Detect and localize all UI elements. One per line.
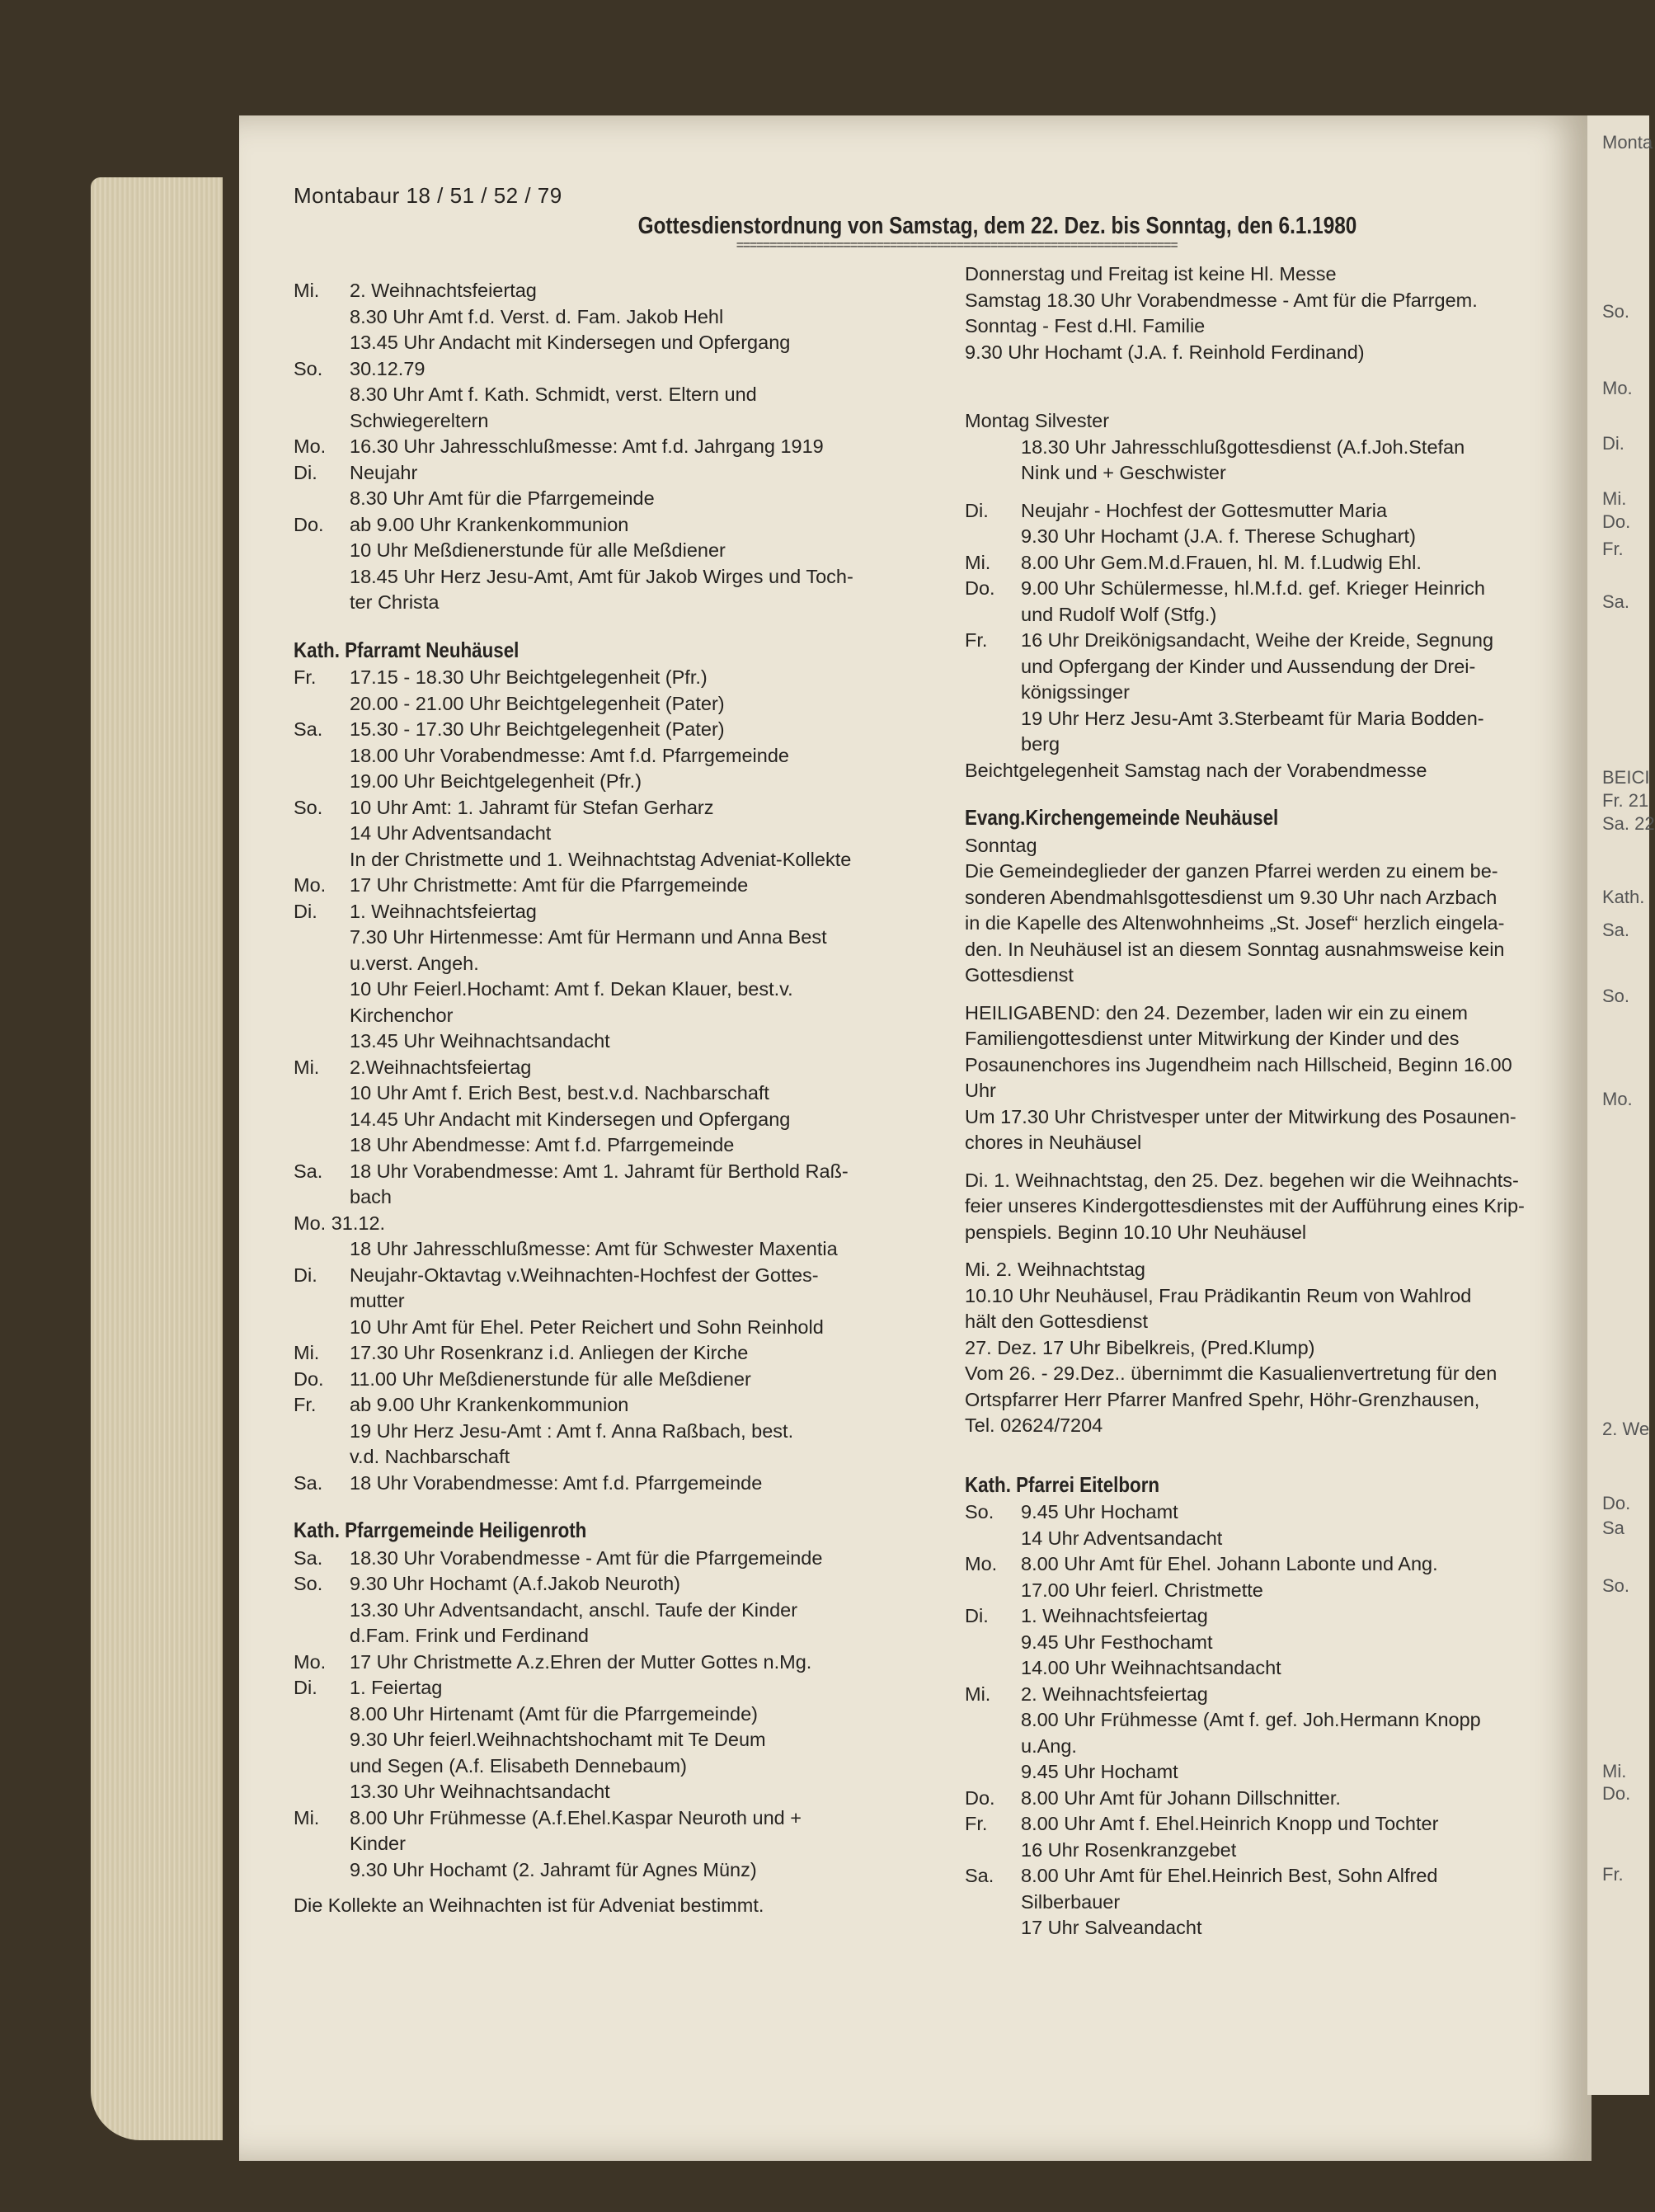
entry-line: 17.00 Uhr feierl. Christmette <box>1021 1579 1263 1601</box>
adjacent-page-fragment: Sa <box>1602 1518 1624 1538</box>
adjacent-page-strip <box>1587 115 1655 2095</box>
entry-line: 19 Uhr Herz Jesu-Amt : Amt f. Anna Raßbach, best. <box>350 1419 794 1442</box>
day-label: So. <box>965 1501 994 1523</box>
day-label: So. <box>294 1573 323 1594</box>
entry-line: 1. Weihnachtsfeiertag <box>1021 1605 1208 1626</box>
text-line: 18.30 Uhr Jahresschlußgottesdienst (A.f.Joh.Stefan <box>1021 435 1465 458</box>
entry-line: Neujahr <box>350 461 418 483</box>
schedule-entry <box>294 1236 1019 1263</box>
entry-line: 14.00 Uhr Weihnachtsandacht <box>1021 1657 1281 1678</box>
text-line: feier unseres Kindergottesdienstes mit der Aufführung eines Krip- <box>965 1195 1525 1217</box>
entry-line: 8.00 Uhr Amt für Ehel.Heinrich Best, Sohn Alfred <box>1021 1865 1438 1886</box>
entry-line: Neujahr - Hochfest der Gottesmutter Maria <box>1021 499 1388 521</box>
adjacent-page-fragment: 2. We <box>1602 1419 1650 1439</box>
entry-line: 9.30 Uhr Hochamt (2. Jahramt für Agnes Münz) <box>350 1858 757 1880</box>
entry-line: 8.00 Uhr Frühmesse (A.f.Ehel.Kaspar Neuroth und + <box>350 1806 802 1828</box>
entry-line: ter Christa <box>350 591 440 613</box>
schedule-entry <box>965 1603 1575 1682</box>
schedule-entry <box>294 665 1019 717</box>
entry-line: 8.30 Uhr Amt f. Kath. Schmidt, verst. Eltern und <box>350 384 757 405</box>
title-block <box>577 213 1357 253</box>
entry-line: 10 Uhr Feierl.Hochamt: Amt f. Dekan Klauer, best.v. <box>350 978 793 1000</box>
schedule-entry <box>965 1863 1575 1941</box>
title-rule: ================================================================== <box>736 238 1178 253</box>
left-intro-schedule <box>294 278 1019 616</box>
text-line: Um 17.30 Uhr Christvesper unter der Mitwirkung des Posaunen- <box>965 1105 1516 1127</box>
entry-line: 10 Uhr Amt: 1. Jahramt für Stefan Gerharz <box>350 796 714 818</box>
left-column <box>294 278 1019 1919</box>
schedule-entry <box>294 356 1019 435</box>
entry-line: 10 Uhr Meßdienerstunde für alle Meßdiener <box>350 539 726 561</box>
entry-line: bach <box>350 1186 392 1207</box>
entry-line: 14 Uhr Adventsandacht <box>1021 1527 1223 1549</box>
text-line: in die Kapelle des Altenwohnheims „St. Josef“ herzlich eingela- <box>965 912 1505 934</box>
schedule-entry <box>965 1811 1575 1863</box>
adjacent-page-fragment: Sa. <box>1602 920 1630 940</box>
day-label: Do. <box>294 1367 324 1390</box>
entry-line: 13.45 Uhr Andacht mit Kindersegen und Opfergang <box>350 332 791 353</box>
adjacent-page-fragment: Fr. <box>1602 539 1624 559</box>
adjacent-page-fragment: So. <box>1602 986 1630 1006</box>
entry-line: und Opfergang der Kinder und Aussendung der Drei- <box>1021 655 1476 677</box>
page-header: Montabaur 18 / 51 / 52 / 79 <box>294 183 562 208</box>
day-label: Fr. <box>294 1394 317 1415</box>
day-label: Do. <box>294 513 324 535</box>
schedule-entry <box>294 795 1019 873</box>
text-line: Nink und + Geschwister <box>1021 462 1226 483</box>
entry-line: v.d. Nachbarschaft <box>350 1446 510 1467</box>
schedule-entry <box>294 512 1019 616</box>
text-line: Sonntag - Fest d.Hl. Familie <box>965 315 1206 337</box>
day-label: Di. <box>294 461 317 483</box>
entry-line: Silberbauer <box>1021 1890 1121 1913</box>
schedule-entry <box>294 873 1019 899</box>
text-line: HEILIGABEND: den 24. Dezember, laden wir ein zu einem <box>965 1001 1468 1024</box>
day-label: Mo. <box>294 1650 327 1673</box>
schedule-entry <box>965 1682 1575 1786</box>
adjacent-page-fragment: Mi. <box>1602 1761 1627 1781</box>
day-label: Sa. <box>294 1471 323 1494</box>
day-label: Mi. <box>965 1683 991 1705</box>
text-line: Ortspfarrer Herr Pfarrer Manfred Spehr, Höhr-Grenzhausen, <box>965 1388 1480 1410</box>
adjacent-page-fragment: Mo. <box>1602 378 1633 398</box>
schedule-entry <box>294 434 1019 460</box>
adjacent-page-fragment: Mo. <box>1602 1089 1633 1109</box>
entry-line: 8.00 Uhr Hirtenamt (Amt für die Pfarrgemeinde) <box>350 1702 758 1725</box>
adjacent-page-fragment: Sa. 22 <box>1602 813 1655 834</box>
entry-line: 13.30 Uhr Adventsandacht, anschl. Taufe der Kinder <box>350 1598 798 1621</box>
schedule-entry <box>965 1499 1575 1551</box>
entry-line: 14 Uhr Adventsandacht <box>350 822 552 844</box>
neuhaeusel-schedule <box>294 665 1019 1496</box>
entry-line: 9.00 Uhr Schülermesse, hl.M.f.d. gef. Krieger Heinrich <box>1021 577 1485 599</box>
entry-line: Kinder <box>350 1833 406 1854</box>
adjacent-page-fragment: So. <box>1602 1575 1630 1596</box>
day-label: Fr. <box>965 1813 988 1834</box>
day-label: Di. <box>965 1605 989 1626</box>
entry-line: 18.30 Uhr Vorabendmesse - Amt für die Pfarrgemeinde <box>350 1546 823 1569</box>
schedule-entry <box>294 278 1019 356</box>
text-line: Di. 1. Weihnachtstag, den 25. Dez. begehen wir die Weihnachts- <box>965 1169 1519 1191</box>
schedule-entry <box>965 550 1575 577</box>
day-label: So. <box>294 796 323 818</box>
schedule-entry <box>294 717 1019 795</box>
entry-line: Kirchenchor <box>350 1004 454 1026</box>
day-label: Fr. <box>965 629 988 651</box>
entry-line: ab 9.00 Uhr Krankenkommunion <box>350 513 629 535</box>
section-title-heiligenroth: Kath. Pfarrgemeinde Heiligenroth <box>294 1518 587 1542</box>
entry-line: 30.12.79 <box>350 357 426 379</box>
text-line: 27. Dez. 17 Uhr Bibelkreis, (Pred.Klump) <box>965 1336 1315 1358</box>
day-label: Mi. <box>294 280 320 301</box>
text-line: Mi. 2. Weihnachtstag <box>965 1259 1146 1280</box>
entry-line: 8.00 Uhr Amt für Johann Dillschnitter. <box>1021 1786 1341 1809</box>
entry-line: 2.Weihnachtsfeiertag <box>350 1056 532 1078</box>
day-label: Di. <box>294 1677 317 1698</box>
schedule-entry <box>294 1675 1019 1805</box>
text-line: Gottesdienst <box>965 964 1074 986</box>
text-line: penspiels. Beginn 10.10 Uhr Neuhäusel <box>965 1221 1307 1243</box>
entry-line: 9.45 Uhr Hochamt <box>1021 1761 1178 1782</box>
entry-line: 18 Uhr Vorabendmesse: Amt f.d. Pfarrgemeinde <box>350 1471 763 1494</box>
entry-line: 18.45 Uhr Herz Jesu-Amt, Amt für Jakob Wirges und Toch- <box>350 565 853 587</box>
evang-paragraph <box>965 1257 1575 1439</box>
entry-line: 16 Uhr Dreikönigsandacht, Weihe der Kreide, Segnung <box>1021 629 1494 651</box>
adjacent-page-fragment: Do. <box>1602 511 1631 532</box>
beicht-note: Beichtgelegenheit Samstag nach der Vorabendmesse <box>965 759 1427 781</box>
entry-line: 14.45 Uhr Andacht mit Kindersegen und Opfergang <box>350 1108 791 1130</box>
entry-line: 9.30 Uhr Hochamt (A.f.Jakob Neuroth) <box>350 1573 680 1594</box>
evang-paragraph <box>965 1000 1575 1156</box>
entry-line: 18 Uhr Abendmesse: Amt f.d. Pfarrgemeinde <box>350 1134 735 1155</box>
entry-line: 2. Weihnachtsfeiertag <box>1021 1683 1208 1705</box>
section-title-neuhaeusel: Kath. Pfarramt Neuhäusel <box>294 637 520 662</box>
text-line: Familiengottesdienst unter Mitwirkung der Kinder und des <box>965 1028 1460 1049</box>
day-label: Do. <box>965 1786 995 1809</box>
schedule-entry <box>294 1471 1019 1497</box>
evang-paragraphs <box>965 833 1575 1439</box>
schedule-entry <box>294 1650 1019 1676</box>
day-label: Mi. <box>294 1806 320 1828</box>
adjacent-page-fragment: Do. <box>1602 1783 1631 1804</box>
entry-line: 9.45 Uhr Hochamt <box>1021 1501 1178 1523</box>
day-label: Mo. <box>294 435 327 457</box>
entry-line: u.verst. Angeh. <box>350 952 479 974</box>
entry-line: 18 Uhr Vorabendmesse: Amt 1. Jahramt für Berthold Raß- <box>350 1160 849 1182</box>
adjacent-page-fragment: Do. <box>1602 1493 1631 1513</box>
entry-line: königssinger <box>1021 681 1130 703</box>
schedule-entry <box>294 1392 1019 1471</box>
entry-line: 7.30 Uhr Hirtenmesse: Amt für Hermann und Anna Best <box>350 926 827 948</box>
schedule-entry <box>294 1211 1019 1237</box>
text-line: chores in Neuhäusel <box>965 1132 1142 1153</box>
schedule-entry <box>294 1805 1019 1884</box>
schedule-entry <box>294 899 1019 1055</box>
entry-line: 17.30 Uhr Rosenkranz i.d. Anliegen der Kirche <box>350 1342 749 1363</box>
entry-line: 20.00 - 21.00 Uhr Beichtgelegenheit (Pater) <box>350 692 725 714</box>
entry-line: 8.30 Uhr Amt für die Pfarrgemeinde <box>350 487 655 509</box>
entry-line: 15.30 - 17.30 Uhr Beichtgelegenheit (Pater) <box>350 718 725 740</box>
day-label: Mi. <box>294 1056 320 1078</box>
right-intro-lines <box>965 261 1575 365</box>
day-label: Mo. <box>294 874 327 896</box>
entry-line: 17 Uhr Salveandacht <box>1021 1917 1202 1938</box>
entry-line: 9.45 Uhr Festhochamt <box>1021 1631 1213 1653</box>
day-label: Do. <box>965 577 995 599</box>
entry-line: und Segen (A.f. Elisabeth Dennebaum) <box>350 1754 687 1777</box>
entry-line: 10 Uhr Amt für Ehel. Peter Reichert und Sohn Reinhold <box>350 1315 824 1338</box>
entry-line: ab 9.00 Uhr Krankenkommunion <box>350 1394 629 1415</box>
section-title-evang: Evang.Kirchengemeinde Neuhäusel <box>965 805 1279 830</box>
entry-line: 9.30 Uhr Hochamt (J.A. f. Therese Schughart) <box>1021 525 1416 547</box>
schedule-entry <box>294 1263 1019 1341</box>
day-label: Mi. <box>965 551 991 573</box>
schedule-entry <box>965 498 1575 550</box>
text-line: Vom 26. - 29.Dez.. übernimmt die Kasualienvertretung für den <box>965 1362 1497 1384</box>
entry-line: 18.00 Uhr Vorabendmesse: Amt f.d. Pfarrgemeinde <box>350 744 789 766</box>
entry-line: u.Ang. <box>1021 1734 1077 1757</box>
entry-line: In der Christmette und 1. Weihnachtstag Adveniat-Kollekte <box>350 848 852 870</box>
text-line: 9.30 Uhr Hochamt (J.A. f. Reinhold Ferdinand) <box>965 341 1365 363</box>
schedule-entry <box>294 1546 1019 1572</box>
schedule-entry <box>294 1340 1019 1367</box>
day-label: Sa. <box>294 1160 323 1182</box>
book-edge <box>91 177 223 2140</box>
text-line: Die Gemeindeglieder der ganzen Pfarrei werden zu einem be- <box>965 860 1498 882</box>
evang-paragraph <box>965 1168 1575 1246</box>
entry-line: 10 Uhr Amt f. Erich Best, best.v.d. Nachbarschaft <box>350 1082 769 1104</box>
schedule-entry <box>965 576 1575 628</box>
entry-line: 8.00 Uhr Frühmesse (Amt f. gef. Joh.Hermann Knopp <box>1021 1709 1481 1730</box>
entry-line: 1. Weihnachtsfeiertag <box>350 900 537 922</box>
day-label <box>294 1236 350 1263</box>
page-title: Gottesdienstordnung von Samstag, dem 22. Dez. bis Sonntag, den 6.1.1980 <box>637 213 1357 239</box>
entry-line: 2. Weihnachtsfeiertag <box>350 280 537 301</box>
silvester-label: Montag Silvester <box>965 410 1110 431</box>
entry-line: 19.00 Uhr Beichtgelegenheit (Pfr.) <box>350 770 642 792</box>
text-line: hält den Gottesdienst <box>965 1311 1149 1332</box>
entry-line: 8.00 Uhr Amt f. Ehel.Heinrich Knopp und Tochter <box>1021 1813 1439 1834</box>
day-label: Di. <box>294 1264 317 1286</box>
schedule-entry <box>294 1159 1019 1211</box>
entry-line: 8.00 Uhr Amt für Ehel. Johann Labonte und Ang. <box>1021 1553 1438 1574</box>
schedule-entry <box>294 460 1019 512</box>
entry-line: berg <box>1021 733 1060 755</box>
day-label: Sa. <box>965 1865 994 1886</box>
day-label: Di. <box>965 499 989 521</box>
adjacent-page-fragment: BEICI <box>1602 767 1650 788</box>
entry-line: 9.30 Uhr feierl.Weihnachtshochamt mit Te Deum <box>350 1729 766 1750</box>
adjacent-page-fragment: Mi. <box>1602 488 1627 509</box>
entry-line: 16.30 Uhr Jahresschlußmesse: Amt f.d. Jahrgang 1919 <box>350 435 824 457</box>
entry-line: Schwiegereltern <box>350 409 489 431</box>
text-line: Samstag 18.30 Uhr Vorabendmesse - Amt für die Pfarrgem. <box>965 289 1478 311</box>
day-label: Sa. <box>294 1546 323 1569</box>
day-label: Di. <box>294 900 317 922</box>
entry-line: 16 Uhr Rosenkranzgebet <box>1021 1838 1237 1861</box>
heiligenroth-schedule <box>294 1546 1019 1884</box>
entry-line: 13.45 Uhr Weihnachtsandacht <box>350 1030 610 1052</box>
adjacent-page-fragment: So. <box>1602 301 1630 322</box>
text-line: 10.10 Uhr Neuhäusel, Frau Prädikantin Reum von Wahlrod <box>965 1284 1472 1306</box>
text-line: Sonntag <box>965 834 1037 856</box>
schedule-entry <box>294 1367 1019 1393</box>
right-column <box>965 261 1575 1941</box>
text-line: sonderen Abendmahlsgottesdienst um 9.30 Uhr nach Arzbach <box>965 886 1497 908</box>
day-label: Fr. <box>294 666 317 688</box>
document-page <box>239 115 1592 2161</box>
text-line: Donnerstag und Freitag ist keine Hl. Messe <box>965 263 1337 285</box>
entry-line: 17.15 - 18.30 Uhr Beichtgelegenheit (Pfr.) <box>350 666 708 688</box>
entry-line: und Rudolf Wolf (Stfg.) <box>1021 603 1217 625</box>
text-line: Posaunenchores ins Jugendheim nach Hillscheid, Beginn 16.00 <box>965 1053 1512 1075</box>
evang-paragraph <box>965 833 1575 989</box>
day-label: So. <box>294 357 323 379</box>
adjacent-page-fragment: Sa. <box>1602 591 1630 612</box>
right-intro-schedule <box>965 498 1575 758</box>
day-label: Mi. <box>294 1342 320 1363</box>
schedule-entry <box>294 1055 1019 1159</box>
silvester-lines <box>965 435 1575 487</box>
entry-line: 17 Uhr Christmette A.z.Ehren der Mutter Gottes n.Mg. <box>350 1650 812 1673</box>
day-label: Mo. <box>965 1553 998 1574</box>
entry-line: Neujahr-Oktavtag v.Weihnachten-Hochfest der Gottes- <box>350 1264 819 1286</box>
adjacent-page-fragment: Fr. <box>1602 1864 1624 1885</box>
entry-line: d.Fam. Frink und Ferdinand <box>350 1625 589 1646</box>
schedule-entry <box>294 1571 1019 1650</box>
adjacent-page-fragment: Kath. <box>1602 887 1645 907</box>
schedule-entry <box>965 1551 1575 1603</box>
text-line: den. In Neuhäusel ist an diesem Sonntag ausnahmsweise kein <box>965 938 1505 960</box>
entry-line: 1. Feiertag <box>350 1677 443 1698</box>
section-title-eitelborn: Kath. Pfarrei Eitelborn <box>965 1471 1160 1497</box>
eitelborn-schedule <box>965 1499 1575 1941</box>
entry-line: 11.00 Uhr Meßdienerstunde für alle Meßdiener <box>350 1367 751 1390</box>
collection-note: Die Kollekte an Weihnachten ist für Adveniat bestimmt. <box>294 1894 764 1916</box>
entry-line: 19 Uhr Herz Jesu-Amt 3.Sterbeamt für Maria Bodden- <box>1021 707 1484 729</box>
day-label: Sa. <box>294 718 323 740</box>
adjacent-page-fragment: Fr. 21 <box>1602 790 1649 811</box>
adjacent-page-fragment: Monta <box>1602 132 1653 153</box>
entry-line: mutter <box>350 1290 405 1311</box>
entry-line: 8.00 Uhr Gem.M.d.Frauen, hl. M. f.Ludwig Ehl. <box>1021 551 1422 573</box>
schedule-entry <box>965 1786 1575 1812</box>
entry-line: 18 Uhr Jahresschlußmesse: Amt für Schwester Maxentia <box>350 1238 838 1259</box>
entry-line: 17 Uhr Christmette: Amt für die Pfarrgemeinde <box>350 874 749 896</box>
adjacent-page-fragment: Di. <box>1602 433 1624 454</box>
entry-line: 13.30 Uhr Weihnachtsandacht <box>350 1781 610 1802</box>
text-line: Uhr <box>965 1080 996 1101</box>
day-label: Mo. 31.12. <box>294 1212 386 1234</box>
schedule-entry <box>965 628 1575 758</box>
text-line: Tel. 02624/7204 <box>965 1414 1103 1436</box>
entry-line: 8.30 Uhr Amt f.d. Verst. d. Fam. Jakob Hehl <box>350 305 724 327</box>
